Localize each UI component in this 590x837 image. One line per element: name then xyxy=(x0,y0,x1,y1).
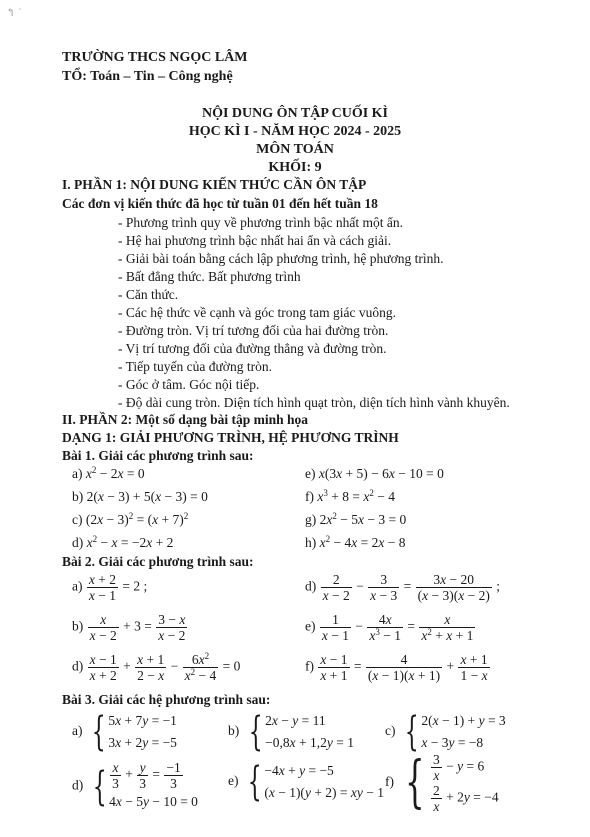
topic-item: - Hệ hai phương trình bậc nhất hai ẩn và cách giải. xyxy=(118,233,392,248)
school-name: TRƯỜNG THCS NGỌC LÂM xyxy=(62,50,248,65)
equation-2e: e) $\frac{1}{x - 1}$ − $\frac{4x}{x^3 - 1}$ = $\frac{x}{x^2 + x + 1}$ xyxy=(305,612,474,643)
doc-title-3: MÔN TOÁN xyxy=(256,142,334,157)
equation-2c: d) $\frac{x - 1}{x + 2}$ + $\frac{x + 1}{2 - x}$ − $\frac{6x^2}{x^2 - 4}$ = 0 xyxy=(72,651,241,683)
doc-title-4: KHỐI: 9 xyxy=(268,160,322,175)
topic-item: - Bất đẳng thức. Bất phương trình xyxy=(118,269,301,284)
system-3f: f) { $\frac{3}{x}$ − y = 6 $\frac{2}{x}$ + 2y = −4 xyxy=(385,750,499,815)
doc-title-2: HỌC KÌ I - NĂM HỌC 2024 - 2025 xyxy=(188,124,402,139)
part1-heading: I. PHẦN 1: NỘI DUNG KIẾN THỨC CẦN ÔN TẬP xyxy=(62,177,367,192)
topic-item: - Đường tròn. Vị trí tương đối của hai đường tròn. xyxy=(118,323,389,338)
department-name: TỔ: Toán – Tin – Công nghệ xyxy=(62,69,233,84)
equation-1f: f) $x^3 + 8 = x^2 - 4$ xyxy=(305,488,395,504)
equation-1e: e) x(3x + 5) − 6x − 10 = 0 xyxy=(305,466,444,481)
equation-1d: d) $x^2 - x = -2x + 2$ xyxy=(72,534,174,550)
equation-2d: d) $\frac{2}{x - 2}$ − $\frac{3}{x - 3}$ = $\frac{3x - 20}{(x - 3)(x - 2)}$ ; xyxy=(305,572,500,603)
system-3c: c) { 2(x − 1) + y = 3 x − 3y = −8 xyxy=(385,709,506,755)
bai2-heading: Bài 2. Giải các phương trình sau: xyxy=(62,554,254,569)
topic-item: - Giải bài toán bằng cách lập phương trình, hệ phương trình. xyxy=(118,251,444,266)
topic-item: - Góc ở tâm. Góc nội tiếp. xyxy=(118,377,260,392)
topic-item: - Các hệ thức về cạnh và góc trong tam giác vuông. xyxy=(118,305,396,320)
equation-2b: b) $\frac{x}{x - 2}$ + 3 = $\frac{3 - x}{x - 2}$ xyxy=(72,612,186,643)
equation-1b: b) 2(x − 3) + 5(x − 3) = 0 xyxy=(72,489,208,504)
dang1-heading: DẠNG 1: GIẢI PHƯƠNG TRÌNH, HỆ PHƯƠNG TRÌNH xyxy=(62,430,399,445)
topic-item: - Phương trình quy về phương trình bậc nhất một ẩn. xyxy=(118,215,403,230)
system-3b: b) { 2x − y = 11 −0,8x + 1,2y = 1 xyxy=(228,709,354,755)
part1-subheading: Các đơn vị kiến thức đã học từ tuần 01 đến hết tuần 18 xyxy=(62,196,378,211)
equation-1h: h) $x^2 - 4x = 2x - 8$ xyxy=(305,534,406,550)
doc-title-1: NỘI DUNG ÔN TẬP CUỐI KÌ xyxy=(201,106,389,121)
topic-item: - Vị trí tương đối của đường thẳng và đường tròn. xyxy=(118,341,387,356)
topic-item: - Tiếp tuyến của đường tròn. xyxy=(118,359,272,374)
system-3d: d) { $\frac{x}{3}$ + $\frac{y}{3}$ = $\frac{-1}{3}$ 4x − 5y − 10 = 0 xyxy=(72,760,198,810)
bai3-heading: Bài 3. Giải các hệ phương trình sau: xyxy=(62,692,271,707)
bai1-heading: Bài 1. Giải các phương trình sau: xyxy=(62,448,254,463)
equation-1a: a) $x^2 - 2x = 0$ xyxy=(72,465,145,481)
topic-item: - Độ dài cung tròn. Diện tích hình quạt tròn, diện tích hình vành khuyên. xyxy=(118,395,510,410)
system-3a: a) { 5x + 7y = −1 3x + 2y = −5 xyxy=(72,709,177,755)
equation-1c: c) $(2x - 3)^2 = (x + 7)^2$ xyxy=(72,511,189,527)
topic-item: - Căn thức. xyxy=(118,287,179,302)
equation-1g: g) $2x^2 - 5x - 3 = 0$ xyxy=(305,511,407,527)
system-3e: e) { −4x + y = −5 (x − 1)(y + 2) = xy − 1 xyxy=(228,759,385,805)
equation-2a: a) $\frac{x + 2}{x - 1}$ = 2 ; xyxy=(72,572,148,603)
scan-mark: ↰ ˊ xyxy=(6,7,22,19)
equation-2f: f) $\frac{x - 1}{x + 1}$ = $\frac{4}{(x - 1)(x + 1)}$ + $\frac{x + 1}{1 - x}$ xyxy=(305,652,488,683)
part2-heading: II. PHẦN 2: Một số dạng bài tập minh họa xyxy=(62,412,309,427)
